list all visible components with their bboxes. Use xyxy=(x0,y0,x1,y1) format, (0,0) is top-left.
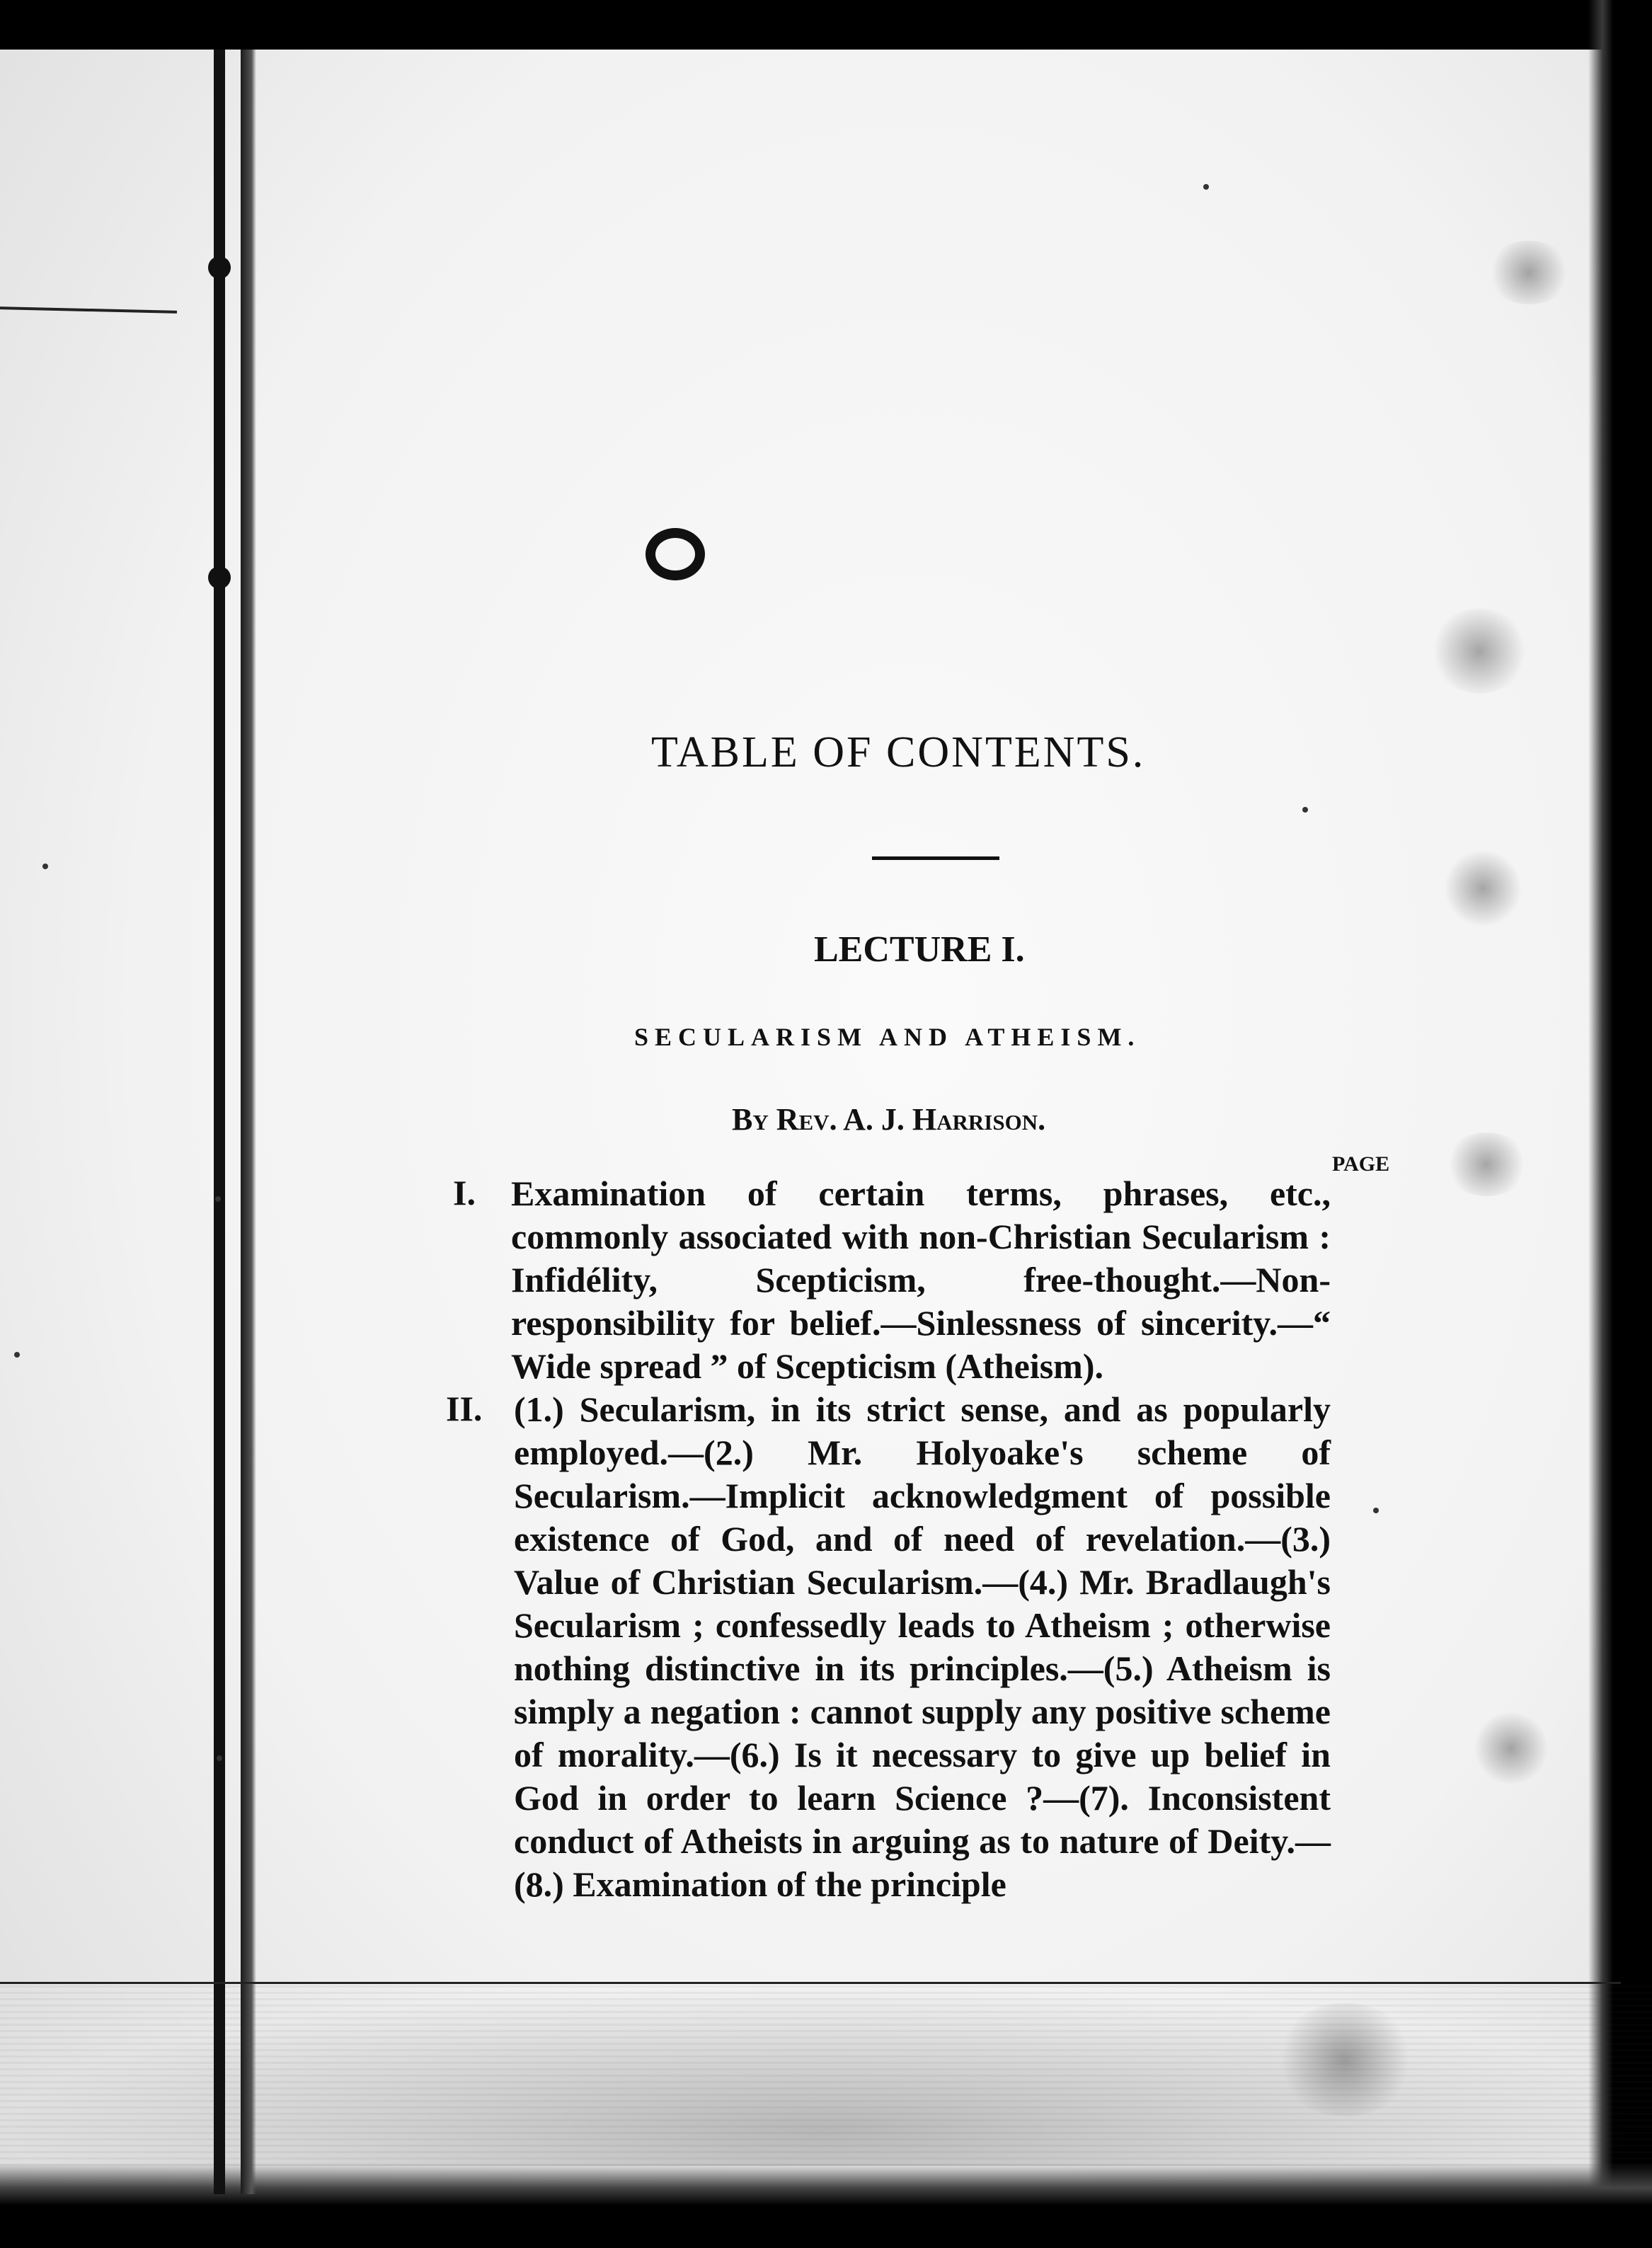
foxing-stain xyxy=(1472,1713,1550,1784)
foxing-stain xyxy=(1430,609,1529,694)
title-divider xyxy=(872,856,999,860)
lecture-heading: LECTURE I. xyxy=(814,929,1025,970)
scan-edge-line xyxy=(0,1982,1621,1984)
page-column-label: PAGE xyxy=(1332,1152,1390,1176)
scan-top-border xyxy=(0,0,1652,50)
contents-entry xyxy=(446,1388,1331,1906)
dust-speck xyxy=(42,864,48,869)
binding-gutter-shadow xyxy=(241,50,256,2194)
dust-speck xyxy=(215,1196,221,1202)
contents-entries xyxy=(446,1172,1331,1906)
foxing-stain xyxy=(1486,241,1571,304)
foxing-stain xyxy=(1444,1132,1529,1196)
dust-speck xyxy=(1373,1508,1379,1513)
dust-speck xyxy=(14,1352,20,1358)
facing-page-line xyxy=(0,306,177,314)
entry-text: (1.) Secularism, in its strict sense, and as popularly employed.—(2.) Mr. Holyoake's scheme of Secularism.—Implicit acknowledgment of possible existence of God, and of need of revelation.—(3.) Value of Christian Secularism.—(4.) Mr. Bradlaugh's Secularism ; confessedly leads to Atheism ; otherwise nothing distinctive in its principles.—(5.) Atheism is simply a negation : cannot supply any positive scheme of morality.—(6.) Is it necessary to give up belief in God in order to learn Science ?—(7). Inconsistent conduct of Atheists in arguing as to nature of Deity.—(8.) Examination of the principle xyxy=(514,1389,1331,1904)
dust-speck xyxy=(1203,184,1209,190)
contents-entry xyxy=(453,1172,1331,1388)
entry-number: II. xyxy=(446,1389,483,1428)
binding-gutter-line xyxy=(214,50,225,2194)
entry-number: I. xyxy=(453,1173,476,1212)
gutter-mark xyxy=(208,256,231,279)
page-title: TABLE OF CONTENTS. xyxy=(651,728,1146,776)
ink-blot xyxy=(646,528,705,580)
scan-right-border xyxy=(1588,0,1652,2248)
lecture-subtitle: SECULARISM AND ATHEISM. xyxy=(634,1023,1141,1051)
dust-speck xyxy=(217,1755,222,1761)
foxing-stain xyxy=(1274,2003,1416,2116)
foxing-stain xyxy=(1444,849,1522,927)
lecture-author: By Rev. A. J. Harrison. xyxy=(732,1102,1046,1137)
gutter-mark xyxy=(208,566,231,589)
dust-speck xyxy=(1302,807,1308,813)
entry-text: Examination of certain terms, phrases, etc., commonly associated with non-Christian Secularism : Infidélity, Scepticism, free-thought.—Non-responsibility for belief.—Sinlessness of sincerity.—“ Wide spread ” of Scepticism (Atheism). xyxy=(511,1174,1331,1386)
